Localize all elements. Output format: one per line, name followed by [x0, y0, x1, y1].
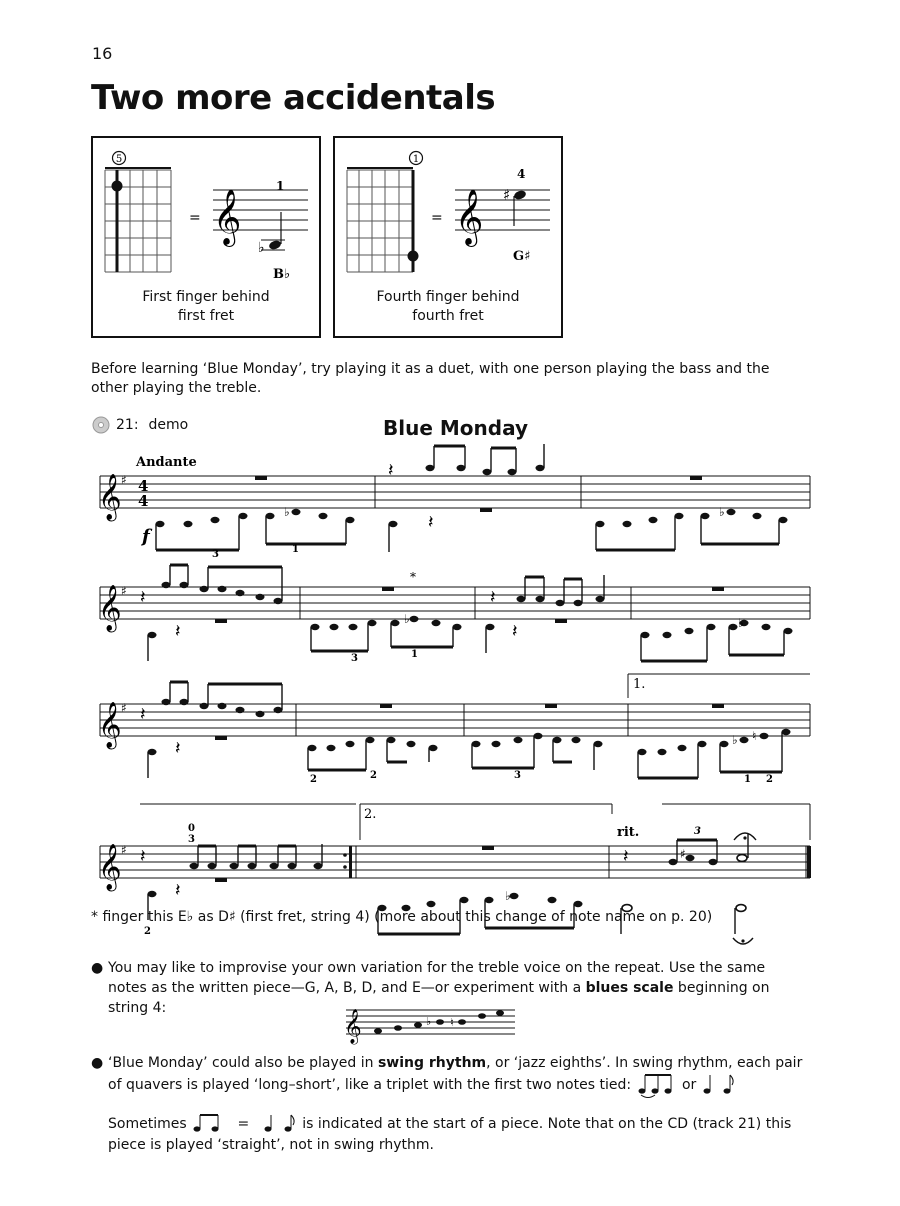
fingering-box-b-flat [91, 136, 321, 338]
fingering: 3 [188, 834, 195, 845]
cd-icon [92, 416, 110, 434]
svg-text:♭: ♭ [738, 616, 744, 630]
bullet-icon: ● [91, 960, 104, 976]
rest: 𝄽 [175, 880, 181, 901]
rest: 𝄽 [175, 738, 181, 759]
fingering: 1 [744, 774, 751, 785]
finger-number: 1 [276, 179, 285, 193]
svg-text:♭: ♭ [719, 505, 725, 519]
rest: 𝄽 [490, 587, 496, 608]
fingering: 2 [310, 774, 317, 785]
page-number: 16 [92, 44, 113, 63]
bullet-icon: ● [91, 1055, 104, 1071]
svg-text:=: = [189, 210, 201, 226]
fingering: 3 [351, 653, 358, 664]
note-name: G♯ [513, 249, 531, 264]
cd-track-label [92, 416, 188, 434]
svg-text:♮: ♮ [450, 1016, 454, 1029]
box-caption: First finger behind first fret [142, 289, 270, 324]
rest: 𝄽 [140, 587, 146, 608]
eighth-pair-icon [191, 1113, 225, 1135]
rest: 𝄽 [623, 846, 629, 867]
triplet-mark: 3 [694, 826, 701, 837]
triplet-swing-icon [262, 1113, 298, 1135]
tempo-marking: Andante [136, 455, 197, 470]
piece-title: Blue Monday [383, 416, 528, 440]
finger-number: 4 [517, 167, 526, 181]
svg-text:♯: ♯ [503, 186, 511, 204]
sometimes-paragraph: Sometimes = is indicated at the start of a piece. Note that on the CD (track 21) this piece is played ‘straight’, not in swing rhythm. [108, 1113, 828, 1155]
svg-text:♭: ♭ [404, 612, 410, 626]
rest: 𝄽 [388, 460, 394, 481]
cd-label: demo [148, 417, 189, 433]
rest: 𝄽 [428, 512, 434, 533]
svg-text:♭: ♭ [258, 240, 265, 256]
svg-text:♭: ♭ [505, 889, 511, 903]
rest: 𝄽 [175, 621, 181, 642]
treble-clef-icon: 𝄞 [98, 585, 122, 631]
treble-clef-icon: 𝄞 [213, 189, 242, 245]
blues-scale-staff [340, 1000, 520, 1044]
second-ending: 2. [364, 807, 377, 822]
svg-text:♭: ♭ [284, 505, 290, 519]
svg-text:♯: ♯ [121, 473, 127, 487]
score-system-3 [98, 674, 810, 785]
intro-paragraph: Before learning ‘Blue Monday’, try playing it as a duet, with one person playing the bass and the other playing the treble. [91, 361, 770, 396]
treble-clef-icon: 𝄞 [98, 702, 122, 748]
fingering: 2 [144, 926, 151, 937]
svg-text:♯: ♯ [121, 843, 127, 857]
svg-text:4: 4 [138, 492, 149, 510]
score-system-1 [98, 444, 810, 560]
dynamic-marking: f [142, 526, 150, 547]
triplet-quarter-eighth-icon [701, 1073, 737, 1097]
string-number: 1 [412, 154, 420, 165]
fingering: 2 [766, 774, 773, 785]
svg-text:♭: ♭ [732, 733, 738, 747]
svg-text:=: = [431, 210, 443, 226]
fingering: 2 [370, 770, 377, 781]
svg-text:♯: ♯ [121, 701, 127, 715]
fingering: 1 [411, 649, 418, 660]
svg-text:♯: ♯ [121, 584, 127, 598]
treble-clef-icon: 𝄞 [455, 189, 484, 245]
rest: 𝄽 [512, 621, 518, 642]
note-name: B♭ [273, 267, 291, 282]
first-ending: 1. [633, 677, 646, 692]
svg-text:♯: ♯ [680, 847, 686, 861]
ritardando: rit. [617, 825, 640, 840]
page-title: Two more accidentals [91, 78, 496, 118]
asterisk: * [410, 570, 416, 584]
triplet-tied-icon [636, 1073, 678, 1097]
cd-track-number: 21: [116, 417, 139, 433]
fingering: 0 [188, 823, 195, 834]
treble-clef-icon: 𝄞 [98, 844, 122, 890]
box-caption: Fourth finger behind fourth fret [376, 289, 520, 324]
fingering-box-g-sharp [333, 136, 563, 338]
score-system-2 [98, 565, 810, 664]
treble-clef-icon: 𝄞 [344, 1009, 362, 1044]
svg-text:♭: ♭ [426, 1015, 432, 1028]
string-number: 5 [115, 154, 123, 165]
svg-text:♮: ♮ [752, 729, 757, 743]
treble-clef-icon: 𝄞 [98, 474, 122, 520]
rest: 𝄽 [140, 846, 146, 867]
fingering: 3 [514, 770, 521, 781]
fingering: 1 [292, 544, 299, 555]
footnote: * finger this E♭ as D♯ (first fret, string 4) (more about this change of note name on p. 20) [91, 909, 713, 925]
svg-text:4: 4 [138, 477, 149, 495]
rest: 𝄽 [140, 704, 146, 725]
fingering: 3 [212, 549, 219, 560]
